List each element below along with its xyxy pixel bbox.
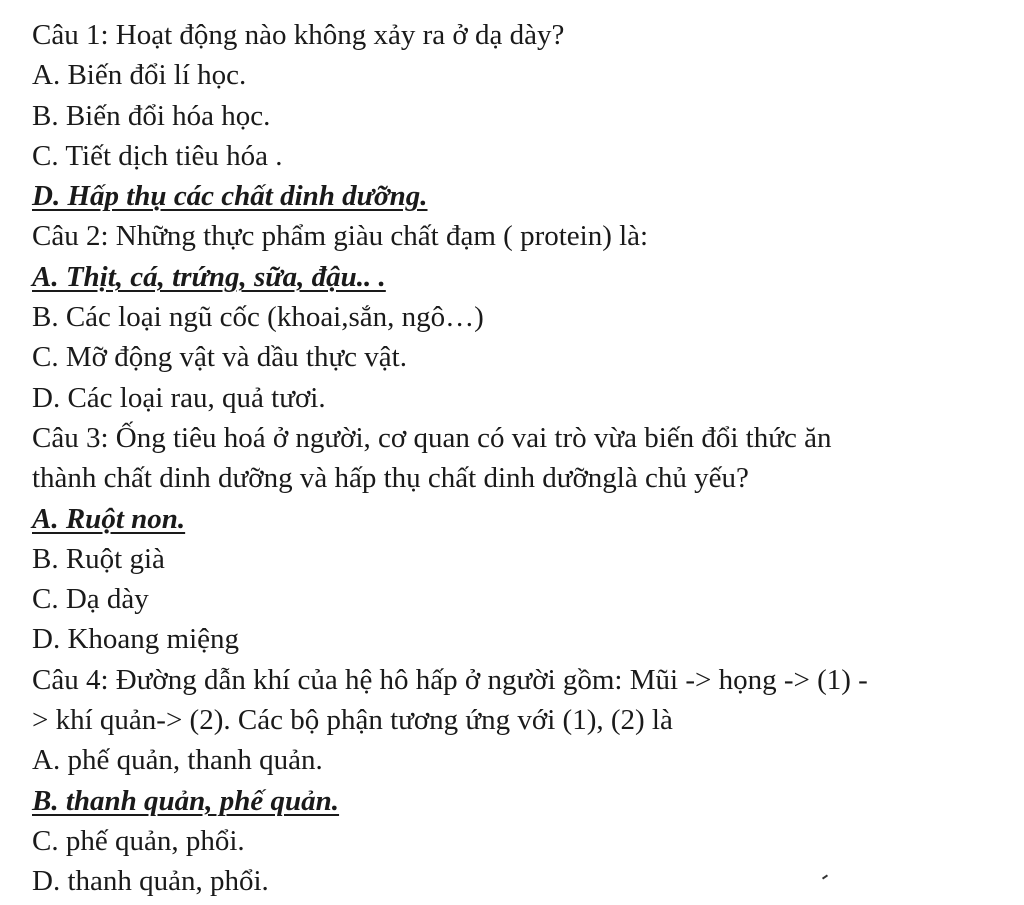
question-4-option-d: D. thanh quản, phổi. xyxy=(32,865,269,898)
question-3-text-line-2: thành chất dinh dưỡng và hấp thụ chất dinh dưỡnglà chủ yếu? xyxy=(32,462,749,495)
question-2-option-b: B. Các loại ngũ cốc (khoai,sắn, ngô…) xyxy=(32,301,484,334)
correct-answer-mark: A. Ruột non. xyxy=(32,502,186,535)
question-1-option-a: A. Biến đổi lí học. xyxy=(32,59,247,92)
question-2-option-d: D. Các loại rau, quả tươi. xyxy=(32,381,326,414)
correct-answer-mark: B. thanh quản, phế quản. xyxy=(32,784,340,817)
question-4-option-b-answer xyxy=(32,781,1002,821)
question-3-text-line-1: Câu 3: Ống tiêu hoá ở người, cơ quan có vai trò vừa biến đổi thức ăn xyxy=(32,421,832,454)
question-1-text: Câu 1: Hoạt động nào không xảy ra ở dạ dày? xyxy=(32,19,565,51)
question-4-option-c: C. phế quản, phổi. xyxy=(32,824,245,857)
question-4-text-line-1: Câu 4: Đường dẫn khí của hệ hô hấp ở người gồm: Mũi -> họng -> (1) - xyxy=(32,663,868,696)
question-3-option-b: B. Ruột già xyxy=(32,542,165,575)
question-1-option-d-answer xyxy=(32,176,1002,216)
question-2-option-a-answer xyxy=(32,257,1002,297)
question-3-option-d: D. Khoang miệng xyxy=(32,623,239,656)
question-4-option-a: A. phế quản, thanh quản. xyxy=(32,744,323,777)
quiz-document xyxy=(32,15,1002,902)
question-3-option-a-answer xyxy=(32,499,1002,539)
question-4-text-line-2: > khí quản-> (2). Các bộ phận tương ứng với (1), (2) là xyxy=(32,704,673,737)
correct-answer-mark: D. Hấp thụ các chất dinh dưỡng. xyxy=(32,180,428,213)
question-1-option-c: C. Tiết dịch tiêu hóa . xyxy=(32,139,283,172)
question-1-option-b: B. Biến đổi hóa học. xyxy=(32,99,271,132)
correct-answer-mark: A. Thịt, cá, trứng, sữa, đậu.. . xyxy=(32,260,386,293)
question-3-option-c: C. Dạ dày xyxy=(32,583,149,616)
question-2-option-c: C. Mỡ động vật và dầu thực vật. xyxy=(32,341,407,374)
question-2-text: Câu 2: Những thực phẩm giàu chất đạm ( protein) là: xyxy=(32,220,649,253)
